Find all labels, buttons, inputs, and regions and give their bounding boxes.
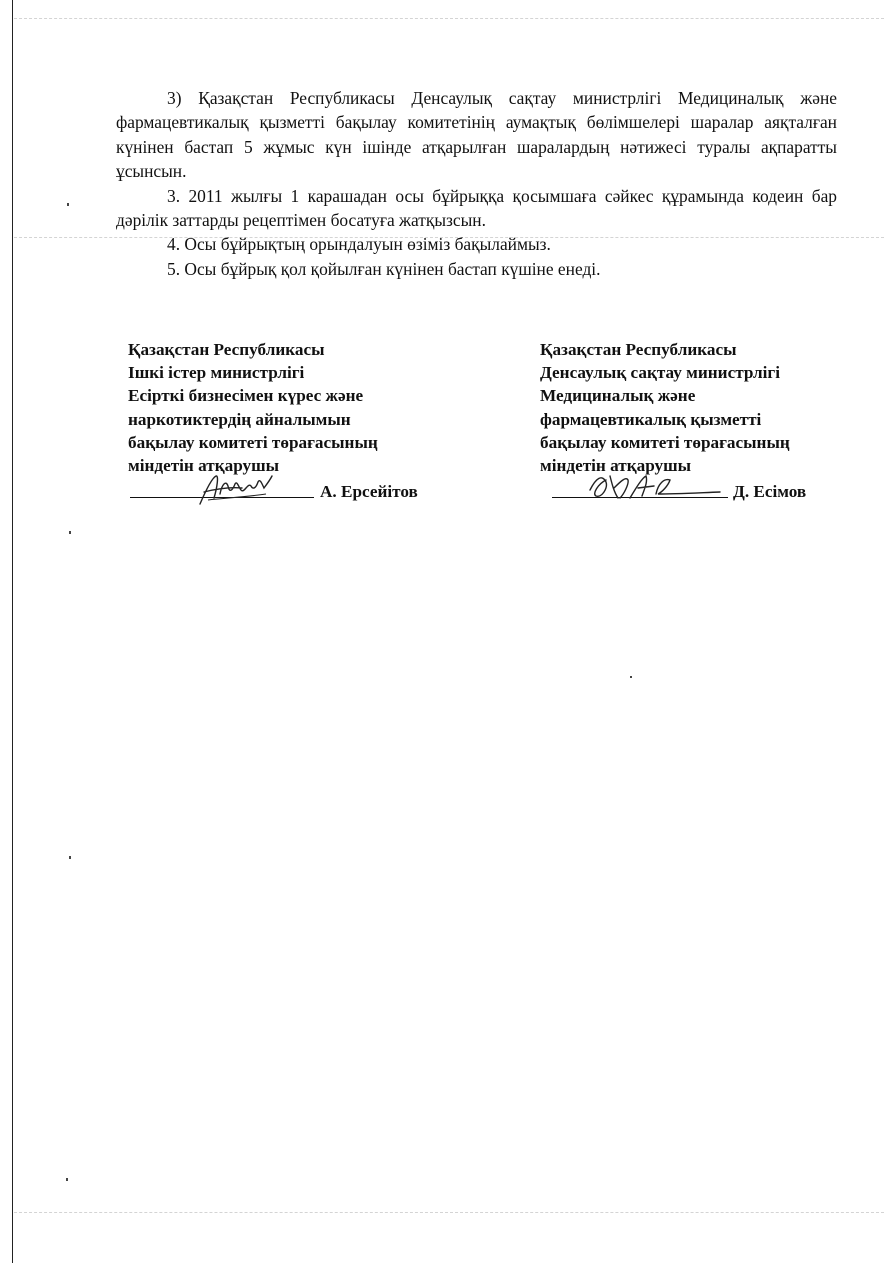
- signatory-name: Д. Есімов: [733, 482, 807, 502]
- scan-speck: [69, 531, 71, 534]
- signatory-title-line: бақылау комитеті төрағасының: [128, 432, 378, 452]
- signatory-title-line: міндетін атқарушы: [128, 456, 280, 476]
- paragraph-item-3-subpoint: 3) Қазақстан Республикасы Денсаулық сақтау министрлігі Медициналық және фармацевтикалық қызметті бақылау комитетінің аумақтық бөлімшелері шаралар аяқталған күнінен бастап 5 жұмыс күн ішінде атқарылған шаралардың нәтижесі туралы ақпаратты ұсынсын.: [116, 88, 837, 182]
- signatory-title-line: Медициналық және: [540, 386, 696, 406]
- signature-row: [128, 477, 468, 503]
- signatory-title-line: наркотиктердің айналымын: [128, 409, 351, 429]
- signatory-block-right: [540, 338, 870, 503]
- signatory-title-line: фармацевтикалық қызметті: [540, 409, 762, 429]
- signature-rule: [130, 497, 314, 498]
- page-left-edge: [12, 0, 13, 1263]
- paragraph-item-3: 3. 2011 жылғы 1 карашадан осы бұйрыққа қосымшаға сәйкес құрамында кодеин бар дәрілік заттарды рецептімен босатуға жатқызсын.: [116, 185, 837, 231]
- scan-speck: [630, 676, 632, 678]
- signatory-title-line: Ішкі істер министрлігі: [128, 363, 305, 383]
- signatory-block-left: [128, 338, 468, 503]
- paragraph-item-4: 4. Осы бұйрықтың орындалуын өзіміз бақылаймыз.: [167, 234, 551, 255]
- scan-speck: [66, 1178, 68, 1181]
- signature-row: [540, 477, 870, 503]
- scan-artifact-line: [14, 1212, 884, 1213]
- signatory-title-line: бақылау комитеті төрағасының: [540, 432, 790, 452]
- signatory-title-line: Денсаулық сақтау министрлігі: [540, 363, 780, 383]
- signatory-title-line: міндетін атқарушы: [540, 456, 692, 476]
- scan-speck: [67, 203, 69, 206]
- signatory-title-line: Есірткі бизнесімен күрес және: [128, 386, 364, 406]
- signatory-title-line: Қазақстан Республикасы: [128, 340, 325, 359]
- signature-rule: [552, 497, 728, 498]
- paragraph-item-5: 5. Осы бұйрық қол қойылған күнінен бастап күшіне енеді.: [167, 258, 601, 279]
- order-body-text: [116, 86, 837, 281]
- scan-speck: [69, 856, 71, 859]
- signatory-title-line: Қазақстан Республикасы: [540, 340, 737, 359]
- scan-artifact-line: [14, 18, 884, 19]
- signatory-name: А. Ерсейітов: [320, 482, 418, 502]
